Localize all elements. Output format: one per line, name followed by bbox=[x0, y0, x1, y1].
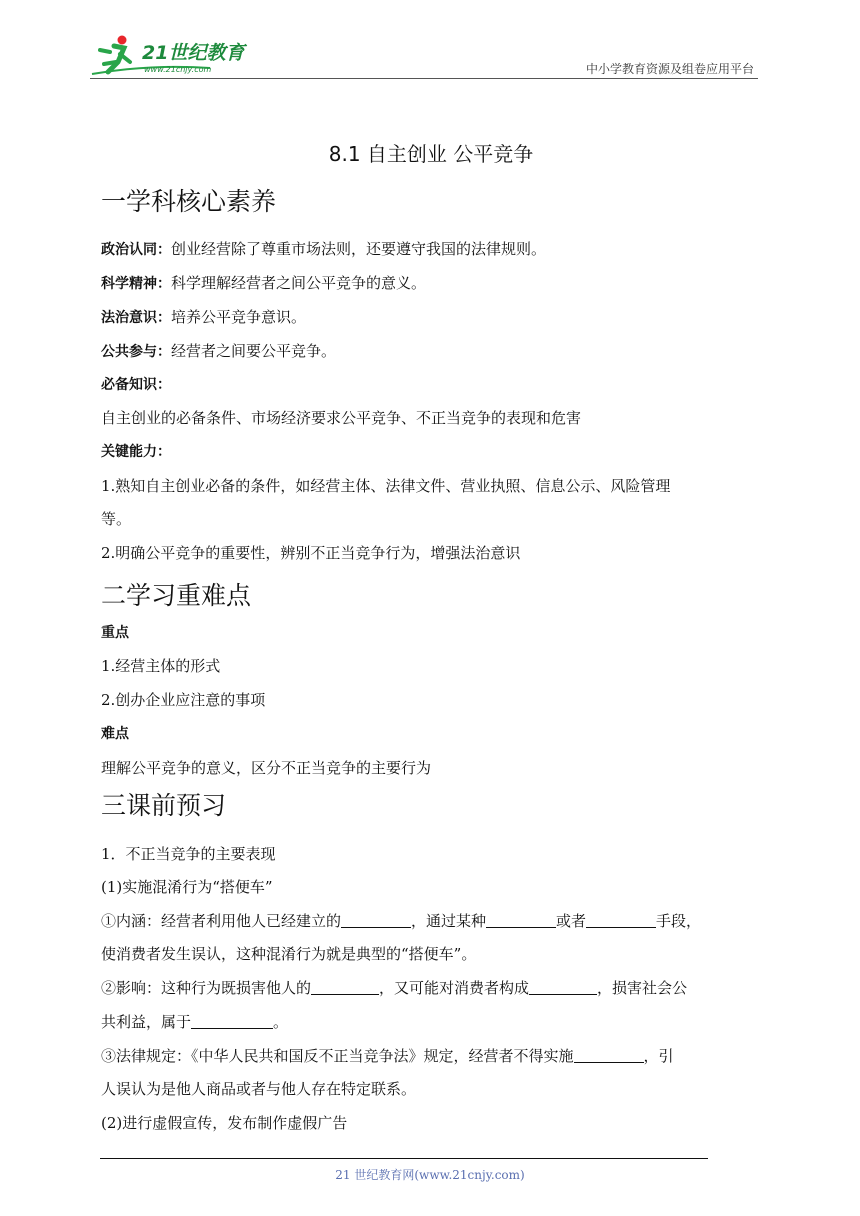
ability-label: 关键能力： bbox=[101, 444, 171, 460]
literacy-item: 公共参与：经营者之间要公平竞争。 bbox=[101, 342, 337, 360]
question-1: 1．不正当竞争的主要表现 bbox=[101, 845, 276, 863]
fill-line-1-cont: 使消费者发生误认，这种混淆行为就是典型的“搭便车”。 bbox=[101, 945, 477, 963]
answer-blank[interactable] bbox=[191, 1013, 273, 1029]
difficulty-text: 理解公平竞争的意义，区分不正当竞争的主要行为 bbox=[101, 759, 432, 777]
header-divider bbox=[90, 78, 758, 79]
answer-blank[interactable] bbox=[574, 1047, 644, 1063]
answer-blank[interactable] bbox=[341, 912, 411, 928]
footer-divider bbox=[100, 1158, 708, 1159]
knowledge-label: 必备知识： bbox=[101, 377, 171, 393]
fill-line-1: ①内涵：经营者利用他人已经建立的 ，通过某种 或者 手段， bbox=[101, 912, 702, 930]
page-footer: 21 世纪教育网(www.21cnjy.com) bbox=[335, 1168, 525, 1182]
key-points-label: 重点 bbox=[101, 625, 129, 641]
fill-line-3-cont: 人误认为是他人商品或者与他人存在特定联系。 bbox=[101, 1080, 417, 1098]
answer-blank[interactable] bbox=[486, 912, 556, 928]
literacy-item: 法治意识：培养公平竞争意识。 bbox=[101, 308, 307, 326]
question-1-1: (1)实施混淆行为“搭便车” bbox=[101, 878, 273, 896]
fill-line-2-cont: 共利益，属于 。 bbox=[101, 1013, 289, 1031]
page-header bbox=[90, 30, 758, 80]
site-logo bbox=[90, 32, 260, 78]
platform-name: 中小学教育资源及组卷应用平台 bbox=[585, 62, 754, 76]
difficulty-label: 难点 bbox=[101, 726, 129, 742]
literacy-item: 科学精神：科学理解经营者之间公平竞争的意义。 bbox=[101, 274, 427, 292]
literacy-item: 政治认同：创业经营除了尊重市场法则，还要遵守我国的法律规则。 bbox=[101, 240, 547, 258]
svg-text:21世纪教育: 21世纪教育 bbox=[142, 42, 245, 64]
key-point-2: 2.创办企业应注意的事项 bbox=[101, 691, 266, 709]
key-point-1: 1.经营主体的形式 bbox=[101, 657, 221, 675]
section-heading-2: 二学习重难点 bbox=[101, 581, 252, 610]
ability-item-1-cont: 等。 bbox=[101, 510, 132, 528]
fill-line-2: ②影响：这种行为既损害他人的 ，又可能对消费者构成 ，损害社会公 bbox=[101, 979, 688, 997]
knowledge-text: 自主创业的必备条件、市场经济要求公平竞争、不正当竞争的表现和危害 bbox=[101, 409, 582, 427]
document-title: 8.1 自主创业 公平竞争 bbox=[328, 142, 534, 166]
section-heading-1: 一学科核心素养 bbox=[101, 187, 277, 216]
ability-item-1: 1.熟知自主创业必备的条件，如经营主体、法律文件、营业执照、信息公示、风险管理 bbox=[101, 477, 671, 495]
answer-blank[interactable] bbox=[529, 979, 597, 995]
answer-blank[interactable] bbox=[311, 979, 379, 995]
fill-line-3: ③法律规定：《中华人民共和国反不正当竞争法》规定，经营者不得实施 ，引 bbox=[101, 1047, 674, 1065]
question-1-2: (2)进行虚假宣传，发布制作虚假广告 bbox=[101, 1114, 348, 1132]
svg-text:www.21cnjy.com: www.21cnjy.com bbox=[144, 65, 212, 74]
ability-item-2: 2.明确公平竞争的重要性，辨别不正当竞争行为，增强法治意识 bbox=[101, 544, 521, 562]
section-heading-3: 三课前预习 bbox=[101, 791, 227, 820]
answer-blank[interactable] bbox=[586, 912, 656, 928]
